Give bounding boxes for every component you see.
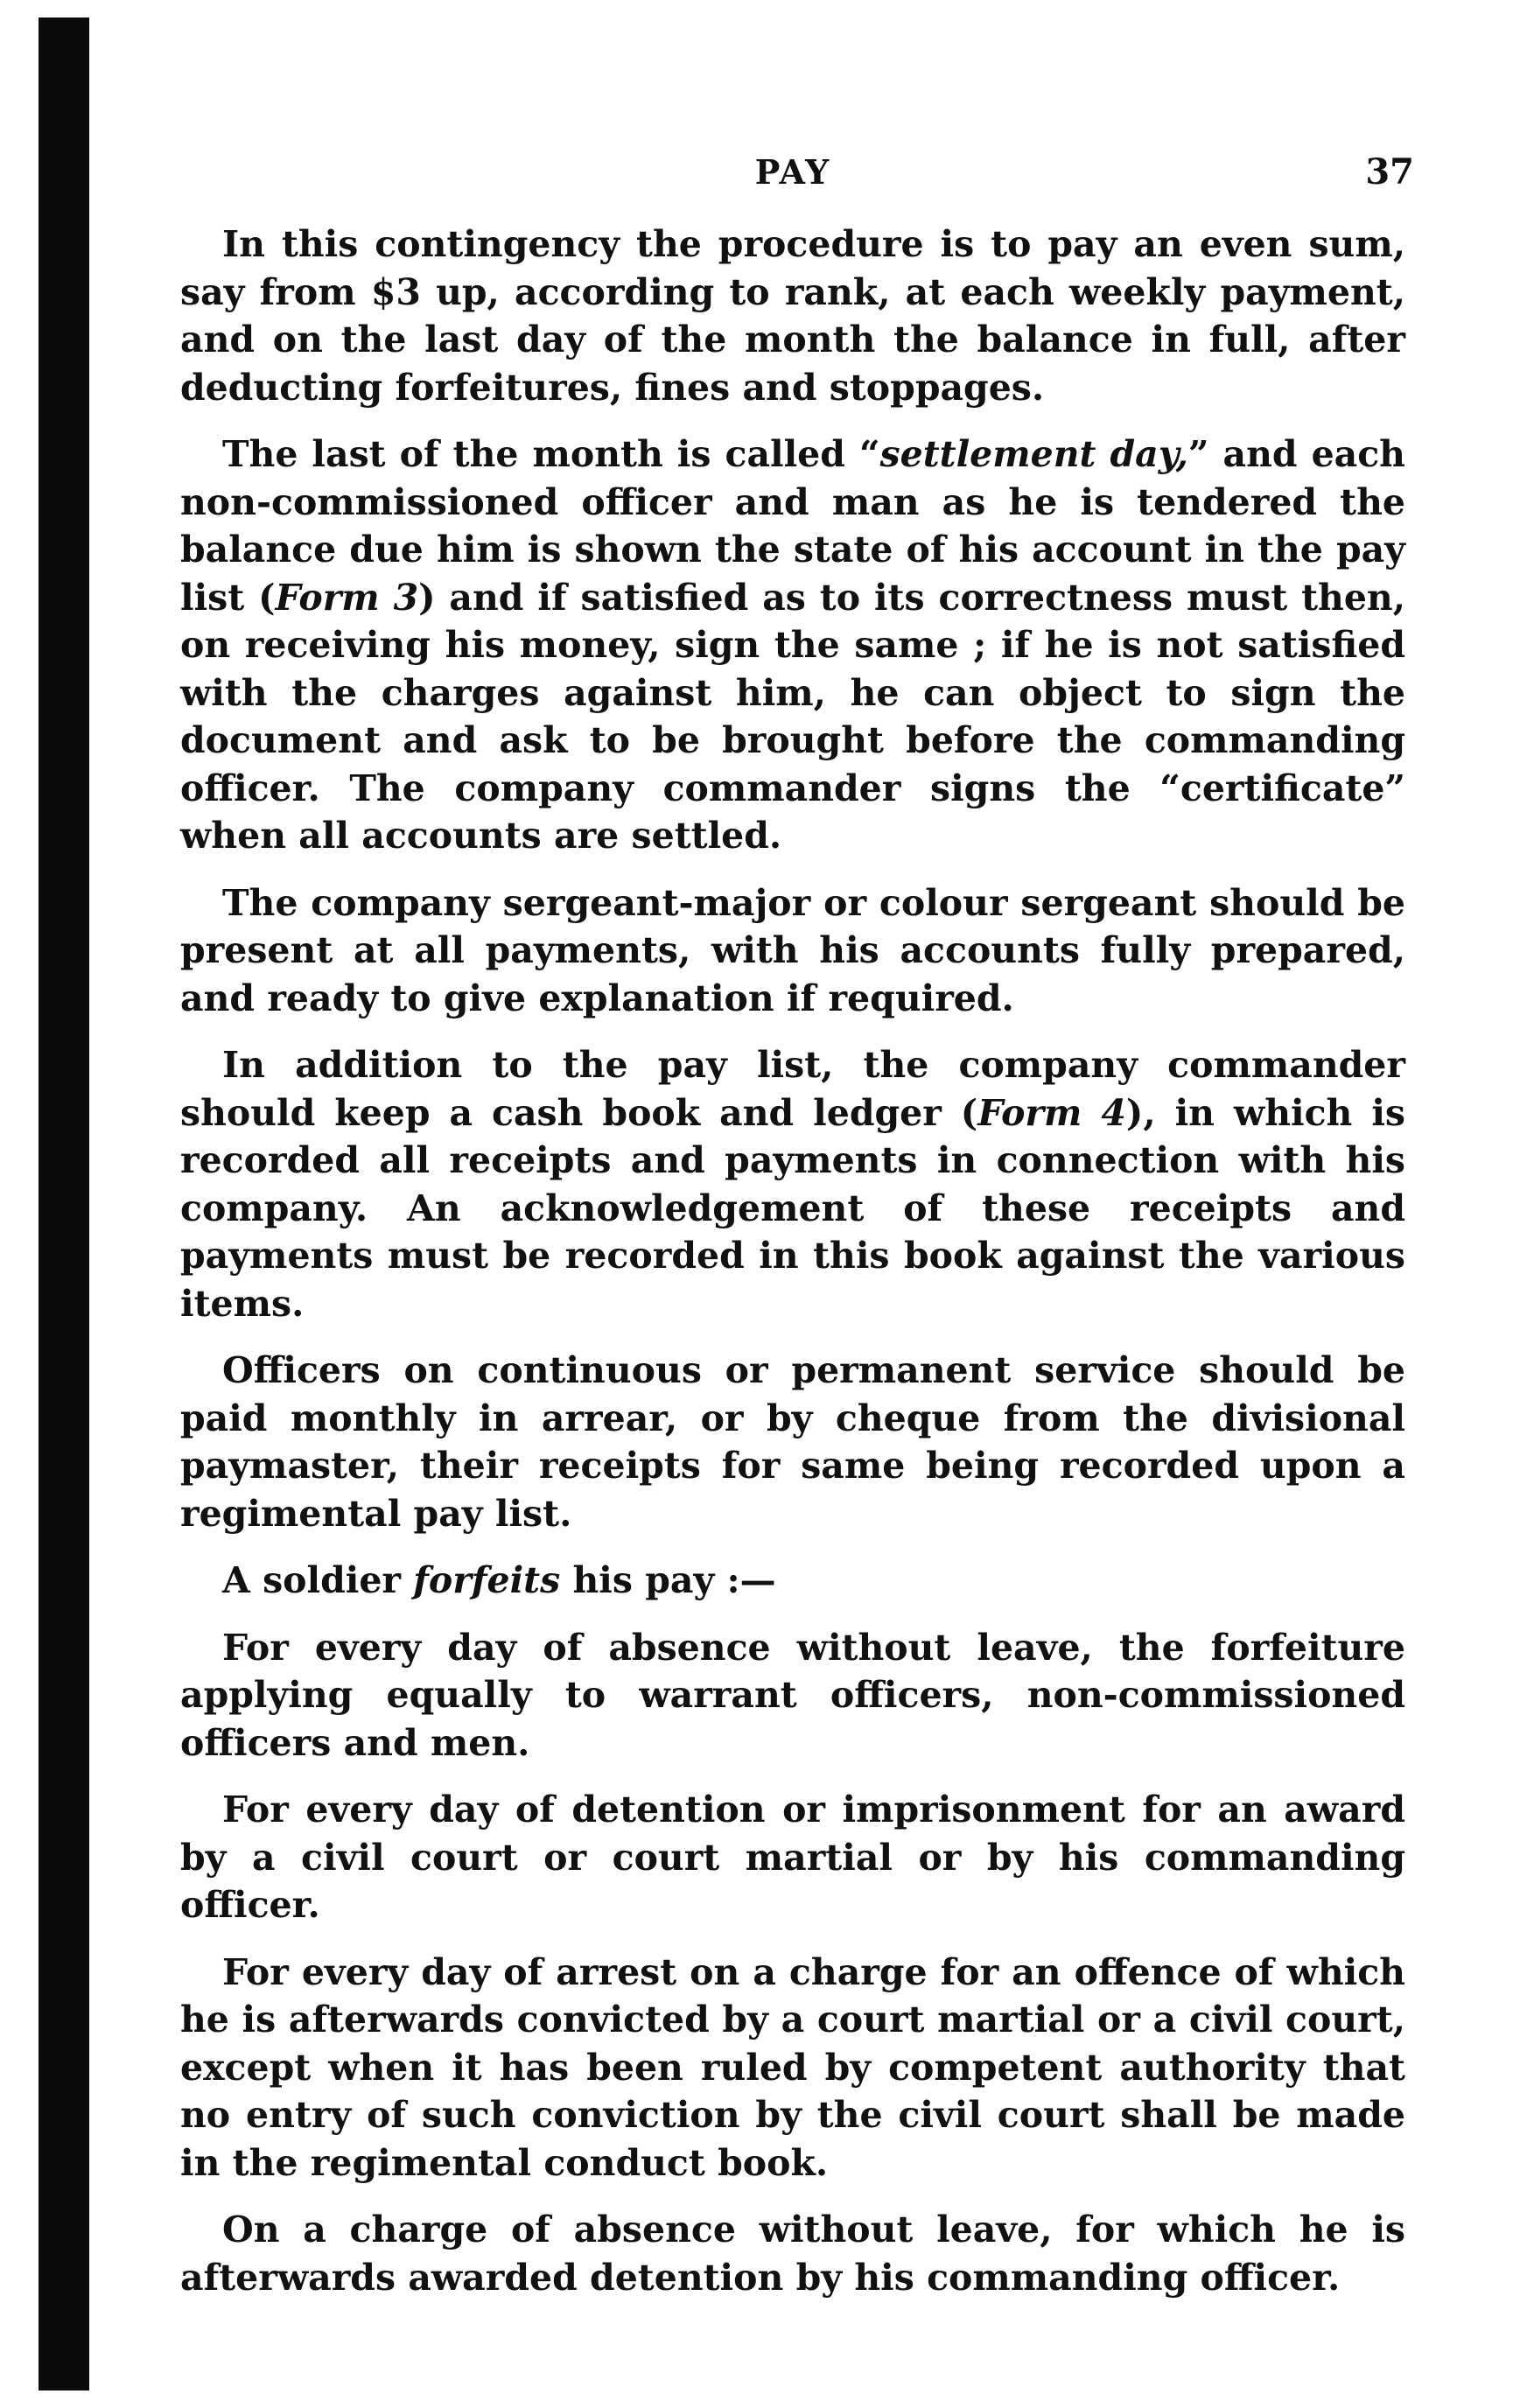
text-run: The last of the month is called “ xyxy=(222,433,880,475)
text-run: A soldier xyxy=(222,1559,414,1601)
italic-settlement-day: settlement day, xyxy=(879,433,1188,475)
paragraph-contingency: In this contingency the procedure is to pay an even sum, say from $3 up, according to rank, at each weekly payment, and on the last day of the month the balance in full, after deducting forfeitures, fines and stoppages. xyxy=(180,223,1405,409)
paragraph-settlement-day xyxy=(180,430,1405,860)
page-number: 37 xyxy=(1365,151,1414,192)
paragraph-absence: For every day of absence without leave, the forfeiture applying equally to warrant officers, non-commissioned officers and men. xyxy=(180,1626,1405,1764)
italic-form-4: Form 4 xyxy=(977,1091,1126,1134)
paragraph-forfeits-intro xyxy=(180,1557,1405,1605)
paragraph-detention: For every day of detention or imprisonment for an award by a civil court or court martial or by his commanding officer. xyxy=(180,1788,1405,1926)
text-run: ” and each non-commissioned officer and man as he is tendered the balance due him is shown the state of his account in the pay list ( xyxy=(180,433,1405,619)
text-run: his pay :— xyxy=(560,1559,776,1601)
scan-binding-edge xyxy=(39,18,89,2390)
paragraph-officers-pay: Officers on continuous or permanent service should be paid monthly in arrear, or by cheque from the divisional paymaster, their receipts for same being recorded upon a regimental pay list. xyxy=(180,1349,1405,1535)
italic-forfeits: forfeits xyxy=(413,1559,561,1601)
running-title: PAY xyxy=(754,152,831,192)
running-header xyxy=(180,149,1414,201)
paragraph-absence-detention: On a charge of absence without leave, for which he is afterwards awarded detention by his commanding officer. xyxy=(180,2208,1405,2299)
book-page xyxy=(180,149,1414,2320)
italic-form-3: Form 3 xyxy=(275,576,419,619)
text-run: ) and if satisfied as to its correctness must then, on receiving his money, sign the same ; if he is not satisfied with the charges against him, he can object to sign the document and ask to be brought before the commanding officer. The company commander signs the “certificate” when all accounts are settled. xyxy=(180,576,1405,857)
text-run: ), in which is recorded all receipts and payments in connection with his company. An acknowledgement of these receipts and payments must be recorded in this book against the various items. xyxy=(180,1091,1405,1325)
paragraph-cash-book xyxy=(180,1041,1405,1327)
paragraph-sergeant-major: The company sergeant-major or colour sergeant should be present at all payments, with his accounts fully prepared, and ready to give explanation if required. xyxy=(180,881,1405,1019)
paragraph-arrest: For every day of arrest on a charge for an offence of which he is afterwards convicted by a court martial or a civil court, except when it has been ruled by competent authority that no entry of such conviction by the civil court shall be made in the regimental conduct book. xyxy=(180,1950,1405,2184)
text-run: In addition to the pay list, the company commander should keep a cash book and ledger ( xyxy=(180,1044,1405,1134)
